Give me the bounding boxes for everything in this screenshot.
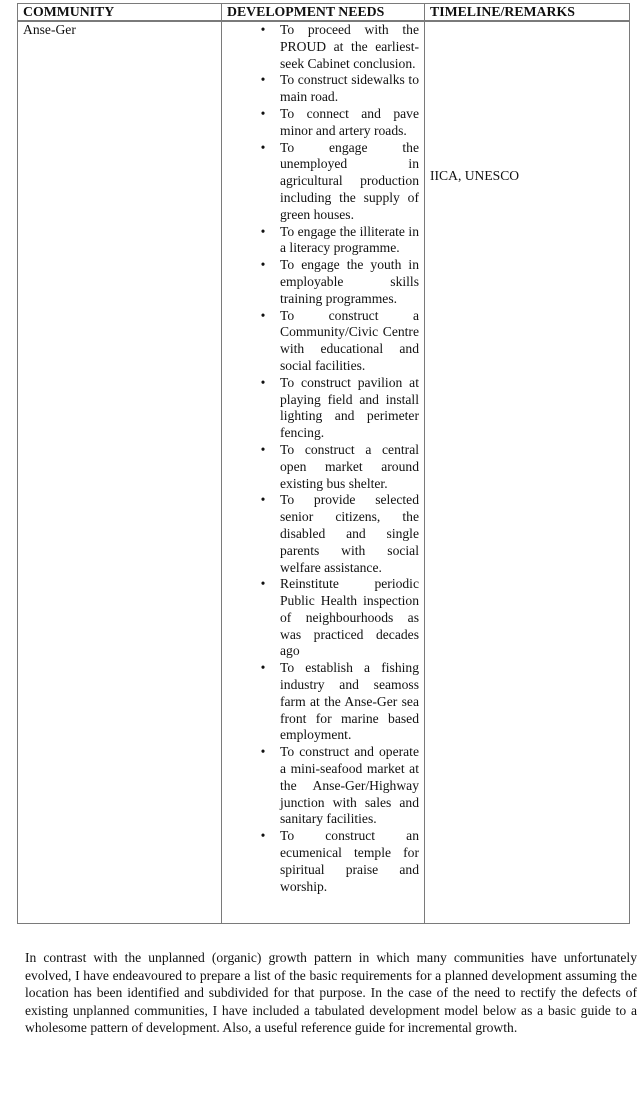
body-paragraph: In contrast with the unplanned (organic) growth pattern in which many communities have unfortunately evolved, I have endeavoured to prepare a list of the basic requirements for a planned development assuming the location has been identified and subdivided for that purpose. In the case of the need to rectify the defects of existing unplanned communities, I have included a tabulated development model below as a basic guide to a wholesome pattern of development. Also, a useful reference guide for incremental growth.: [25, 950, 637, 1035]
list-item: [227, 308, 419, 375]
list-item: [227, 140, 419, 224]
table-row: [18, 21, 630, 924]
need-text: To engage the illiterate in a literacy programme.: [280, 223, 419, 256]
bullet-icon: •: [260, 257, 266, 273]
bullet-icon: •: [260, 105, 266, 121]
bullet-icon: •: [260, 576, 266, 592]
list-item: [227, 224, 419, 258]
remarks-cell: [425, 21, 630, 924]
need-text: To construct and operate a mini-seafood market at the Anse-Ger/Highway junction with sales and sanitary facilities.: [280, 744, 419, 827]
remarks-text: IICA, UNESCO: [430, 168, 520, 183]
bullet-icon: •: [260, 374, 266, 390]
list-item: [227, 828, 419, 895]
bullet-icon: •: [260, 139, 266, 155]
list-item: [227, 375, 419, 442]
header-community: COMMUNITY: [18, 4, 222, 22]
list-item: [227, 22, 419, 72]
need-text: To construct an ecumenical temple for spiritual praise and worship.: [280, 828, 419, 894]
development-needs-table: [17, 3, 630, 924]
list-item: [227, 492, 419, 576]
bullet-icon: •: [260, 492, 266, 508]
table-header-row: [18, 4, 630, 22]
bullet-icon: •: [260, 828, 266, 844]
needs-cell: [222, 21, 425, 924]
need-text: To provide selected senior citizens, the disabled and single parents with social welfare assistance.: [280, 492, 419, 575]
bullet-icon: •: [260, 441, 266, 457]
needs-list: [227, 22, 419, 895]
need-text: To construct a central open market around existing bus shelter.: [280, 441, 419, 491]
list-item: [227, 106, 419, 140]
community-cell: Anse-Ger: [18, 21, 222, 924]
need-text: To connect and pave minor and artery roads.: [280, 105, 419, 138]
bullet-icon: •: [260, 223, 266, 239]
list-item: [227, 257, 419, 307]
need-text: To engage the youth in employable skills training programmes.: [280, 257, 419, 306]
header-timeline-remarks: TIMELINE/REMARKS: [425, 4, 630, 22]
list-item: [227, 660, 419, 744]
header-development-needs: DEVELOPMENT NEEDS: [222, 4, 425, 22]
need-text: To proceed with the PROUD at the earliest- seek Cabinet conclusion.: [280, 22, 419, 71]
bullet-icon: •: [260, 307, 266, 323]
need-text: Reinstitute periodic Public Health inspection of neighbourhoods as was practiced decades ago: [280, 576, 419, 659]
bullet-icon: •: [260, 22, 266, 37]
need-text: To establish a fishing industry and seamoss farm at the Anse-Ger sea front for marine based employment.: [280, 660, 419, 743]
bullet-icon: •: [260, 660, 266, 676]
need-text: To engage the unemployed in agricultural production including the supply of green houses.: [280, 139, 419, 222]
list-item: [227, 72, 419, 106]
list-item: [227, 442, 419, 492]
need-text: To construct a Community/Civic Centre with educational and social facilities.: [280, 307, 419, 373]
bullet-icon: •: [260, 744, 266, 760]
bullet-icon: •: [260, 72, 266, 88]
list-item: [227, 744, 419, 828]
need-text: To construct pavilion at playing field and install lighting and perimeter fencing.: [280, 374, 419, 441]
list-item: [227, 576, 419, 660]
need-text: To construct sidewalks to main road.: [280, 72, 419, 105]
